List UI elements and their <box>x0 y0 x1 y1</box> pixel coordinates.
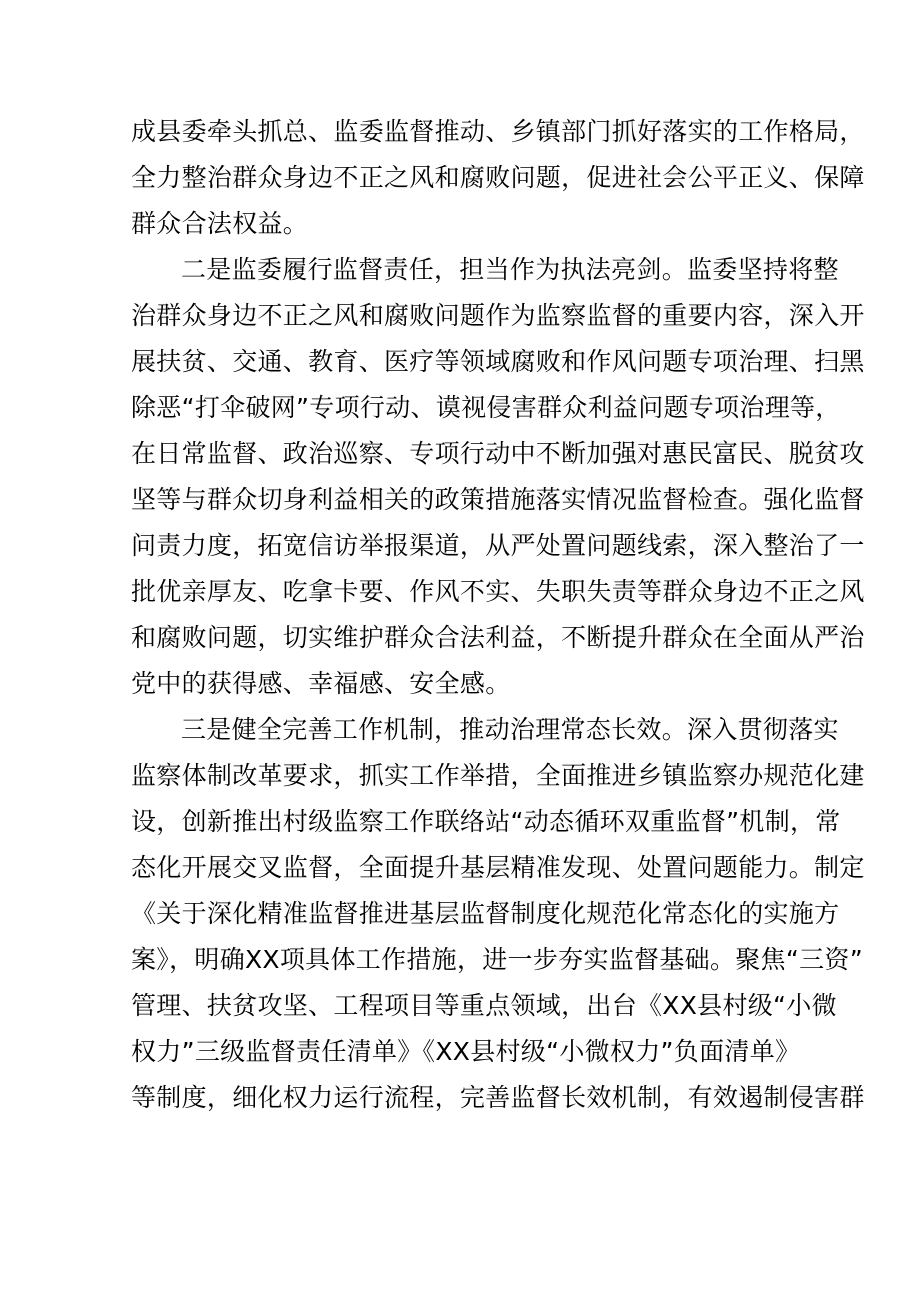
text-line: 等制度，细化权力运行流程，完善监督长效机制，有效遏制侵害群 <box>131 1083 865 1112</box>
document-body <box>131 109 865 1121</box>
text-line: 坚等与群众切身利益相关的政策措施落实情况监督检查。强化监督 <box>131 485 865 514</box>
text-line: 问责力度，拓宽信访举报渠道，从严处置问题线索，深入整治了一 <box>131 531 865 560</box>
text-line: 党中的获得感、幸福感、安全感。 <box>131 669 511 698</box>
text-line: 和腐败问题，切实维护群众合法利益，不断提升群众在全面从严治 <box>131 623 865 652</box>
text-line: 群众合法权益。 <box>131 209 309 238</box>
text-line: 展扶贫、交通、教育、医疗等领域腐败和作风问题专项治理、扫黑 <box>131 347 865 376</box>
text-line: 监察体制改革要求，抓实工作举措，全面推进乡镇监察办规范化建 <box>131 761 865 790</box>
text-line: 设，创新推出村级监察工作联络站“动态循环双重监督”机制，常 <box>131 807 841 836</box>
text-line: 全力整治群众身边不正之风和腐败问题，促进社会公平正义、保障 <box>131 163 865 192</box>
text-line: 态化开展交叉监督，全面提升基层精准发现、处置问题能力。制定 <box>131 853 865 882</box>
text-line: 除恶“打伞破网”专项行动、谟视侵害群众利益问题专项治理等， <box>131 393 841 422</box>
paragraph-1 <box>131 109 865 247</box>
text-line: 案》，明确XX项具体工作措施，进一步夯实监督基础。聚焦“三资” <box>131 945 863 974</box>
text-line: 二是监委履行监督责任，担当作为执法亮剑。监委坚持将整 <box>181 255 839 284</box>
text-line: 成县委牵头抓总、监委监督推动、乡镇部门抓好落实的工作格局， <box>131 117 865 146</box>
text-line: 在日常监督、政治巡察、专项行动中不断加强对惠民富民、脱贫攻 <box>131 439 865 468</box>
text-line: 管理、扶贫攻坚、工程项目等重点领域，出台《XX县村级“小微 <box>131 991 837 1020</box>
text-line: 权力”三级监督责任清单》《XX县村级“小微权力”负面清单》 <box>131 1037 801 1066</box>
text-line: 三是健全完善工作机制，推动治理常态长效。深入贯彻落实 <box>181 715 839 744</box>
text-line: 治群众身边不正之风和腐败问题作为监察监督的重要内容，深入开 <box>131 301 865 330</box>
paragraph-2 <box>131 247 865 707</box>
text-line: 批优亲厚友、吃拿卡要、作风不实、失职失责等群众身边不正之风 <box>131 577 865 606</box>
text-line: 《关于深化精准监督推进基层监督制度化规范化常态化的实施方 <box>131 899 840 928</box>
paragraph-3 <box>131 707 865 1121</box>
